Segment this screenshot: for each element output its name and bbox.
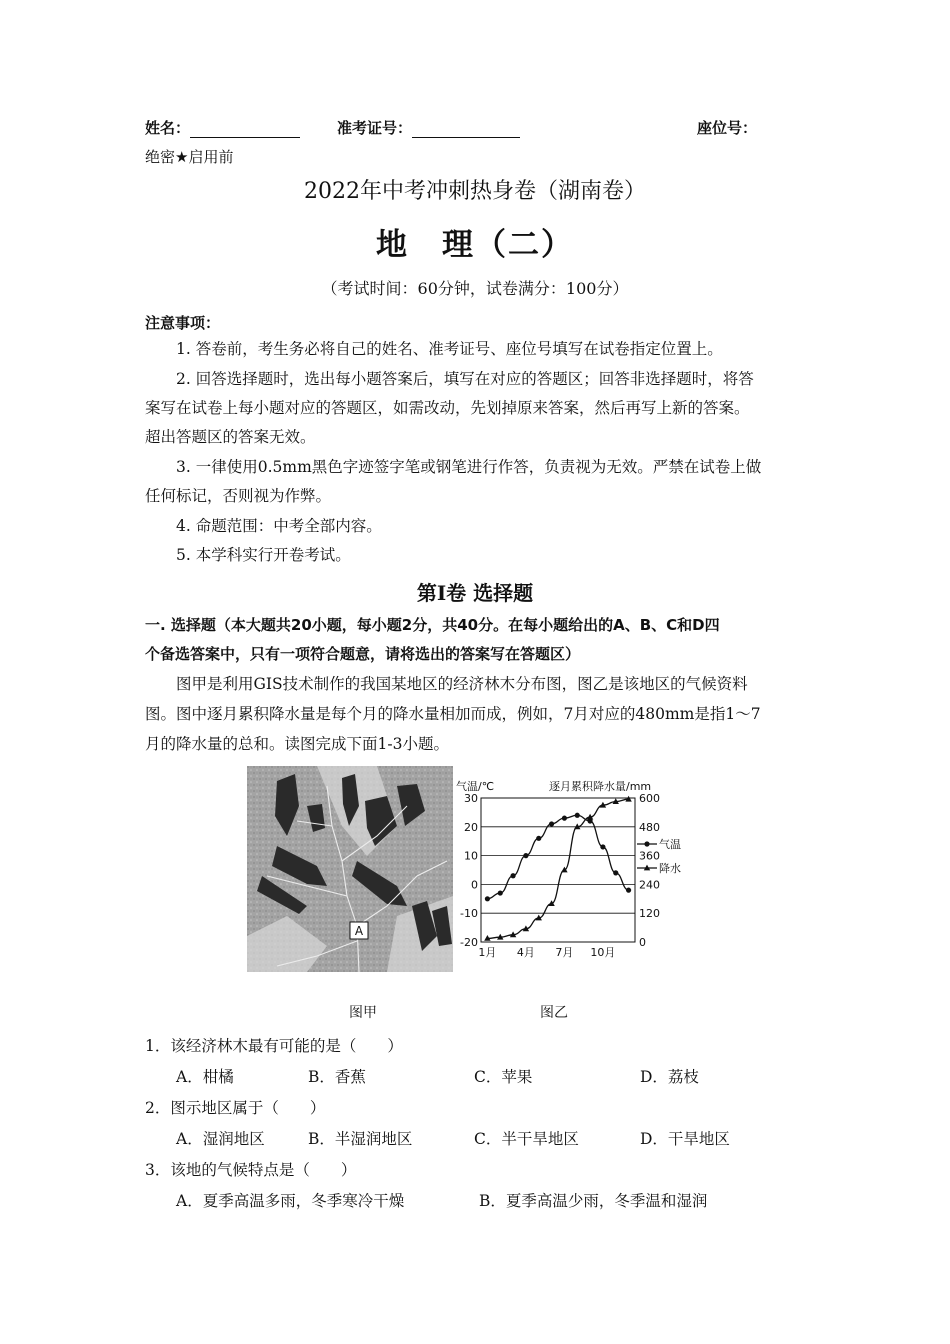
legend-temperature-label: 气温 (659, 838, 681, 851)
legend-precipitation-label: 降水 (659, 862, 681, 875)
note-2-cont2: 超出答题区的答案无效。 (145, 428, 316, 446)
y1-tick-label: 10 (464, 849, 478, 863)
question-2-option-b[interactable]: B．半湿润地区 (308, 1130, 413, 1148)
y2-tick-label: 360 (639, 849, 660, 863)
temperature-point (485, 896, 490, 901)
series-line-precipitation (487, 799, 628, 938)
chart-series (484, 796, 632, 941)
y1-tick-label: -10 (460, 907, 478, 921)
temperature-point (523, 853, 528, 858)
temperature-point (626, 888, 631, 893)
note-3-cont: 任何标记，否则视为作弊。 (145, 487, 332, 505)
name-blank[interactable] (190, 121, 300, 138)
question-2-option-c[interactable]: C．半干旱地区 (474, 1130, 579, 1148)
subject-title: 地 理（二） (376, 227, 574, 263)
name-field-row (145, 117, 300, 138)
y1-tick-label: 20 (464, 820, 478, 834)
question-1-option-d[interactable]: D．荔枝 (640, 1068, 699, 1086)
chart-y1-label: 气温/℃ (456, 780, 495, 793)
exam-title: 2022年中考冲刺热身卷（湖南卷） (304, 179, 646, 204)
question-2-stem: 2．图示地区属于（ ） (145, 1099, 326, 1117)
question-1-option-b[interactable]: B．香蕉 (308, 1068, 366, 1086)
temperature-point (575, 813, 580, 818)
temperature-point (600, 844, 605, 849)
x-tick-label: 1月 (478, 946, 497, 959)
part1-line2: 个备选答案中，只有一项符合题意，请将选出的答案写在答题区） (145, 645, 581, 663)
question-2-option-a[interactable]: A．湿润地区 (176, 1130, 265, 1148)
x-tick-label: 7月 (555, 946, 574, 959)
question-3-option-a[interactable]: A．夏季高温多雨，冬季寒冷干燥 (176, 1192, 405, 1210)
y1-tick-label: 0 (471, 878, 478, 892)
y1-tick-label: 30 (464, 792, 478, 805)
temperature-point (536, 836, 541, 841)
note-4: 4. 命题范围：中考全部内容。 (176, 517, 382, 535)
notes-heading: 注意事项： (145, 314, 221, 332)
exam-id-row (337, 117, 520, 138)
question-1-stem: 1．该经济林木最有可能的是（ ） (145, 1037, 403, 1055)
question-3-option-b[interactable]: B．夏季高温少雨，冬季温和湿润 (479, 1192, 708, 1210)
figure-a-map (247, 766, 453, 972)
y2-tick-label: 240 (639, 878, 660, 892)
temperature-point (613, 870, 618, 875)
question-3-stem: 3．该地的气候特点是（ ） (145, 1161, 357, 1179)
legend-temperature-marker (644, 841, 649, 846)
figure-b-climate-chart (455, 774, 715, 964)
question-1-option-c[interactable]: C．苹果 (474, 1068, 533, 1086)
note-5: 5. 本学科实行开卷考试。 (176, 546, 351, 564)
note-3: 3. 一律使用0.5mm黑色字迹签字笔或钢笔进行作答，负责视为无效。严禁在试卷上做 (176, 458, 762, 476)
note-2-cont: 案写在试卷上每小题对应的答题区，如需改动，先划掉原来答案，然后再写上新的答案。 (145, 399, 750, 417)
y2-tick-label: 120 (639, 907, 660, 921)
temperature-point (562, 816, 567, 821)
exam-id-blank[interactable] (412, 121, 520, 138)
x-tick-label: 10月 (590, 946, 616, 959)
question-2-option-d[interactable]: D．干旱地区 (640, 1130, 730, 1148)
intro-line1: 图甲是利用GIS技术制作的我国某地区的经济林木分布图，图乙是该地区的气候资料 (176, 675, 748, 693)
figure-a-caption: 图甲 (349, 1005, 377, 1021)
exam-id-label: 准考证号： (337, 119, 413, 137)
map-marker-a: A (354, 924, 364, 938)
note-2: 2. 回答选择题时，选出每小题答案后，填写在对应的答题区；回答非选择题时，将答 (176, 370, 754, 388)
part1-line1: 一. 选择题（本大题共20小题，每小题2分，共40分。在每小题给出的A、B、C和D四 (145, 616, 720, 634)
section-title: 第Ⅰ卷 选择题 (416, 581, 534, 605)
intro-line2: 图。图中逐月累积降水量是每个月的降水量相加而成，例如，7月对应的480mm是指1～7 (145, 705, 761, 723)
name-label: 姓名： (145, 119, 191, 137)
question-1-option-a[interactable]: A．柑橘 (176, 1068, 234, 1086)
chart-y2-label: 逐月累积降水量/mm (549, 780, 652, 793)
exam-info: （考试时间：60分钟，试卷满分：100分） (321, 279, 629, 298)
intro-line3: 月的降水量的总和。读图完成下面1-3小题。 (145, 735, 449, 753)
temperature-point (498, 890, 503, 895)
y2-tick-label: 480 (639, 820, 660, 834)
y1-tick-label: -20 (460, 936, 478, 949)
secret-label: 绝密★启用前 (145, 148, 234, 166)
temperature-point (510, 873, 515, 878)
figure-b-caption: 图乙 (540, 1005, 568, 1021)
temperature-point (549, 821, 554, 826)
note-1: 1. 答卷前，考生务必将自己的姓名、准考证号、座位号填写在试卷指定位置上。 (176, 340, 723, 358)
y2-tick-label: 600 (639, 792, 660, 805)
y2-tick-label: 0 (639, 936, 646, 949)
seat-label: 座位号： (697, 119, 758, 137)
x-tick-label: 4月 (516, 946, 535, 959)
